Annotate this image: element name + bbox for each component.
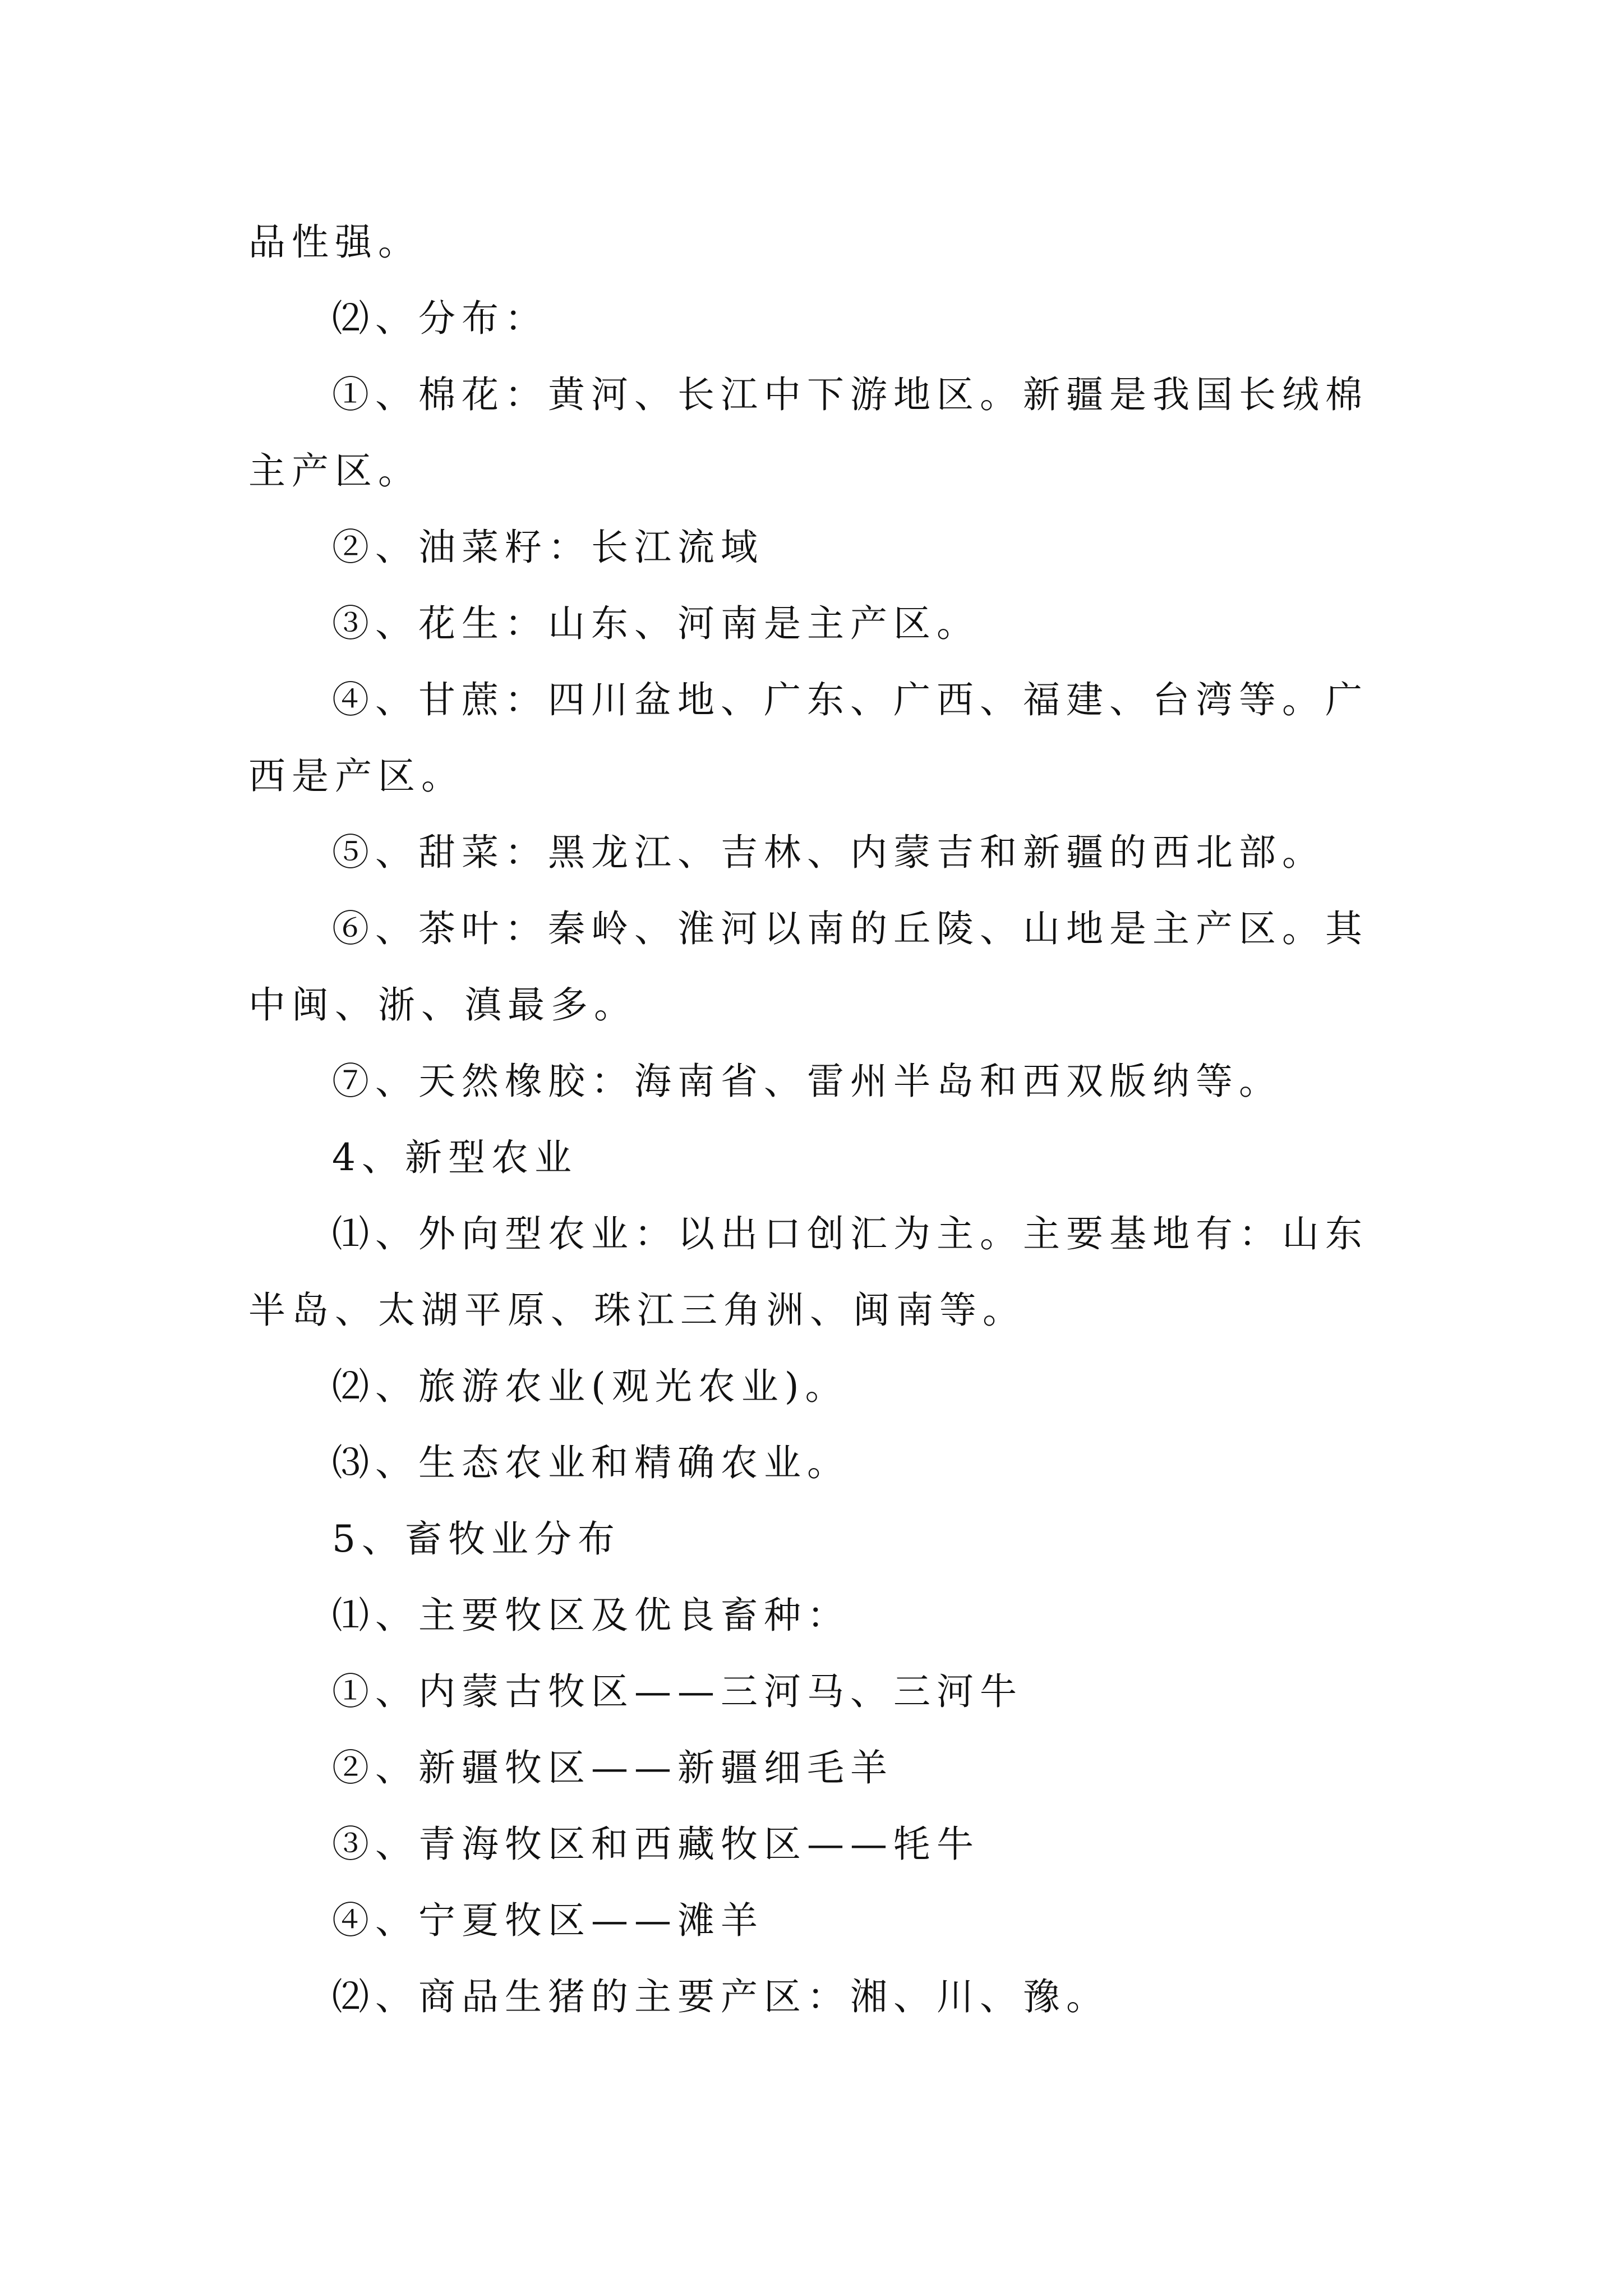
text-line: ②、新疆牧区——新疆细毛羊	[332, 1746, 893, 1789]
text-line: ④、甘蔗：四川盆地、广东、广西、福建、台湾等。广	[332, 678, 1368, 721]
text-line: ①、内蒙古牧区——三河马、三河牛	[332, 1670, 1023, 1713]
text-line: ②、油菜籽：长江流域	[332, 526, 764, 569]
text-line: ③、花生：山东、河南是主产区。	[332, 602, 980, 645]
section-heading: 5、畜牧业分布	[332, 1517, 621, 1561]
text-line: ⑤、甜菜：黑龙江、吉林、内蒙吉和新疆的西北部。	[332, 831, 1325, 874]
text-line: ⑵、商品生猪的主要产区：湘、川、豫。	[332, 1975, 1109, 2018]
section-heading: 4、新型农业	[332, 1136, 578, 1179]
text-line: 品性强。	[248, 220, 421, 264]
text-line: ⑥、茶叶：秦岭、淮河以南的丘陵、山地是主产区。其	[332, 907, 1368, 950]
text-line: 半岛、太湖平原、珠江三角洲、闽南等。	[248, 1289, 1026, 1332]
text-line: ③、青海牧区和西藏牧区——牦牛	[332, 1823, 980, 1866]
text-line: 主产区。	[248, 449, 421, 493]
text-line: ⑴、外向型农业：以出口创汇为主。主要基地有：山东	[332, 1212, 1368, 1255]
text-line: ⑦、天然橡胶：海南省、雷州半岛和西双版纳等。	[332, 1060, 1282, 1103]
text-line: ④、宁夏牧区——滩羊	[332, 1899, 764, 1942]
text-line: ⑶、生态农业和精确农业。	[332, 1441, 850, 1484]
text-line: ⑵、旅游农业(观光农业)。	[332, 1365, 849, 1408]
text-line: 西是产区。	[248, 754, 464, 798]
text-line: ①、棉花：黄河、长江中下游地区。新疆是我国长绒棉	[332, 373, 1368, 416]
text-line: ⑵、分布：	[332, 297, 548, 340]
text-line: 中闽、浙、滇最多。	[248, 983, 637, 1027]
text-line: ⑴、主要牧区及优良畜种：	[332, 1594, 850, 1637]
